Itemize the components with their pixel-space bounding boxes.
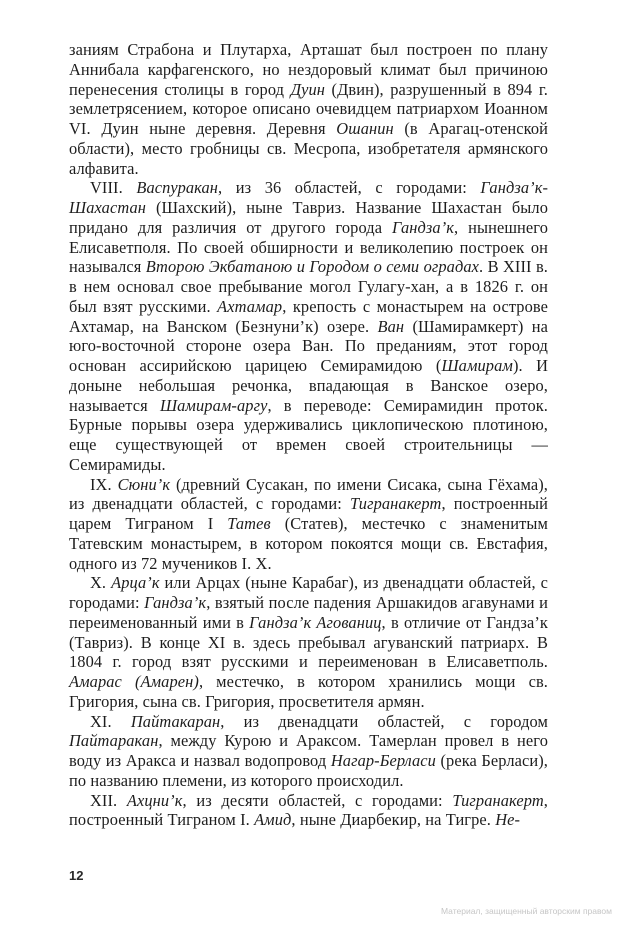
text-run: , местечко, в котором хранились мощи св. Григория, сына св. Григория, просветителя армян. — [69, 672, 548, 711]
text-run: , из 36 областей, с городами: — [218, 178, 481, 198]
text-run: Х. — [90, 573, 112, 593]
text-run-italic: Сюни’к — [117, 474, 171, 494]
text-run: XII. — [90, 790, 127, 810]
text-run: , из двенадцати областей, с городом — [220, 711, 548, 731]
text-run-italic: Нагар-Берласи — [330, 751, 436, 770]
text-run: (в Арагац-отенской области), место гробницы св. Месропа, изобретателя армянского алфавита. — [69, 119, 548, 178]
text-run-italic: Гандза’к-Шахастан — [69, 178, 549, 217]
text-run: , в переводе: Семирамидин проток. Бурные порывы озера удерживались циклопическою плотиною, еще существующей от времен своей строительницы — Семирамиды. — [69, 395, 548, 474]
text-run: или Арцах (ныне Карабаг), из двенадцати областей, с городами: — [69, 573, 548, 612]
text-run-italic: Гандза’к Агованиц — [249, 612, 382, 632]
text-run: заниям Страбона и Плутарха, Арташат был построен по плану Аннибала карфагенского, но нездоровый климат был причиною перенесения столицы в город — [69, 40, 548, 99]
text-run: IX. — [90, 474, 118, 494]
text-run: , нынешнего Елисаветполя. По своей обширности и великолепию построек он назывался — [69, 217, 548, 277]
text-run: , из десяти областей, с городами: — [182, 790, 453, 810]
text-run-italic: Гандза’к — [144, 593, 207, 612]
paragraph — [69, 791, 548, 831]
text-run: , между Курою и Араксом. Тамерлан провел в него воду из Аракса и назвал водопровод — [69, 731, 548, 770]
text-run-italic: Амарас (Амарен) — [69, 672, 199, 691]
text-run-italic: Тигранакерт — [349, 494, 442, 514]
text-run-italic: Дуин — [290, 79, 326, 99]
text-run: , взятый после падения Аршакидов агавунами и переименованный ими в — [69, 593, 548, 632]
text-run-italic: Шамирам — [441, 356, 513, 375]
copyright-watermark: Материал, защищенный авторским правом — [440, 906, 612, 916]
text-run-italic: Второю Экбатаною и Городом о семи оградах — [145, 257, 480, 277]
text-run-italic: Ахтамар — [217, 296, 283, 316]
text-run-italic: Ахцни’к — [126, 790, 183, 810]
text-run-italic: Шамирам-аргу — [159, 395, 268, 415]
text-run: , крепость с монастырем на острове Ахтамар, на Ванском (Безнуни’к) озере. — [69, 296, 548, 336]
text-run-italic: Васпуракан — [136, 178, 219, 198]
text-run: VIII. — [90, 178, 137, 198]
text-run-italic: Пайтаракан — [69, 731, 159, 751]
text-run: (Двин), разрушенный в 894 г. землетрясением, которое описано очевидцем патриархом Иоанном VI. Дуин ныне деревня. Деревня — [69, 79, 548, 138]
paragraph — [69, 712, 548, 791]
text-run-italic: Арца’к — [111, 573, 160, 593]
paragraph — [69, 475, 548, 574]
text-run: (Шахский), ныне Тавриз. Название Шахастан было придано для различия от другого города — [69, 198, 548, 237]
text-run-italic: Пайтакаран — [130, 711, 221, 731]
text-run: , в отличие от Гандза’к (Тавриз). В конце XI в. здесь пребывал агуванский патриарх. В 1804 г. город взят русскими и переименован в Елисаветполь. — [69, 612, 548, 672]
text-run: (река Берласи), по названию племени, из которого происходил. — [69, 751, 549, 790]
text-run-italic: Ван — [377, 316, 405, 336]
page-number: 12 — [69, 868, 84, 883]
text-block — [69, 40, 548, 830]
text-run: (Шамирамкерт) на юго-восточной стороне озера Ван. По преданиям, этот город основан ассирийскою царицею Семирамидою ( — [69, 316, 548, 375]
text-run: (Статев), местечко с знаменитым Татевским монастырем, в котором покоятся мощи св. Евстафия, одного из 72 мучеников I. Х. — [69, 514, 548, 573]
text-run: (древний Сусакан, по имени Сисака, сына Гёхама), из двенадцати областей, с городами: — [69, 474, 549, 514]
text-run-italic: Татев — [227, 514, 271, 533]
text-run: , построенный царем Тиграном I — [69, 494, 549, 533]
text-run-italic: Не- — [495, 810, 521, 830]
text-run: . В XIII в. в нем основал свое пребывание могол Гулагу-хан, а в 1826 г. он был взят русскими. — [69, 257, 548, 316]
paragraph — [69, 573, 548, 711]
text-run-italic: Ошанин — [336, 119, 394, 138]
text-run-italic: Гандза’к — [391, 217, 455, 237]
text-run: , построенный Тиграном I. — [69, 790, 548, 830]
text-run-italic: Амид — [254, 810, 292, 830]
text-run: XI. — [90, 711, 131, 731]
text-run-italic: Тигранакерт — [452, 790, 544, 810]
paragraph — [69, 40, 548, 178]
text-run: ). И доныне небольшая речонка, впадающая в Ванское озеро, называется — [69, 356, 549, 415]
paragraph — [69, 178, 548, 474]
text-run: , ныне Диарбекир, на Тигре. — [291, 810, 496, 830]
